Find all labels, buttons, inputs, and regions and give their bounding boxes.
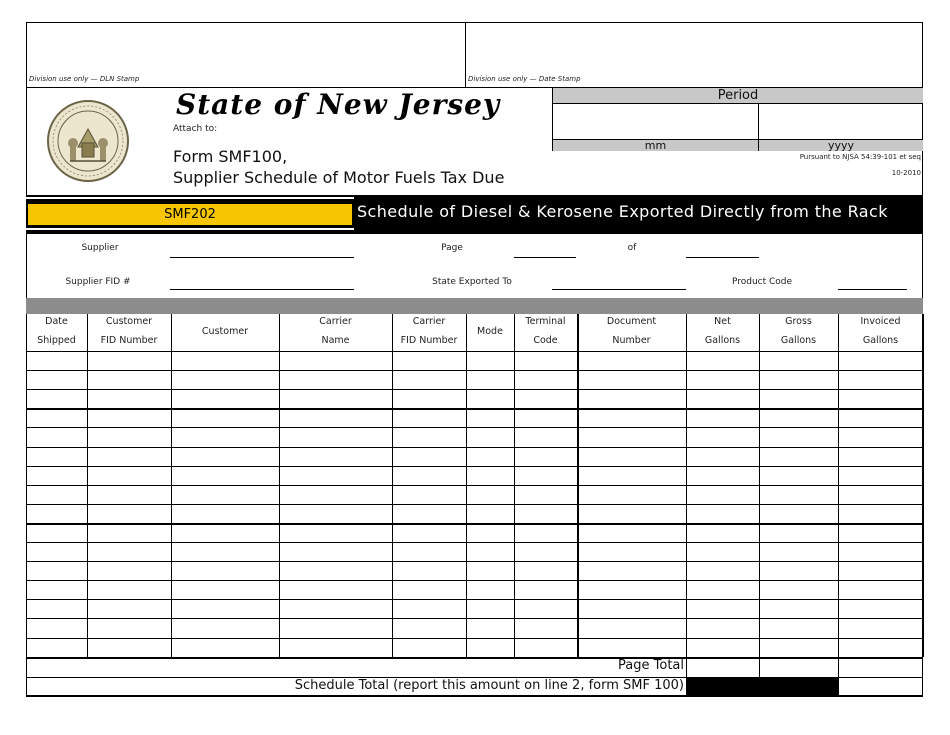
- table-cell[interactable]: [687, 581, 759, 599]
- column-header-2-line2: FID Number: [100, 335, 158, 346]
- table-cell[interactable]: [172, 600, 279, 618]
- table-cell[interactable]: [760, 600, 838, 618]
- table-cell[interactable]: [172, 524, 279, 542]
- table-cell[interactable]: [839, 486, 923, 504]
- table-cell[interactable]: [172, 619, 279, 637]
- column-header-1-line2: Shipped: [37, 335, 76, 346]
- table-cell[interactable]: [27, 562, 87, 580]
- table-cell[interactable]: [839, 639, 923, 657]
- table-cell[interactable]: [687, 409, 759, 427]
- table-cell[interactable]: [578, 448, 686, 466]
- table-cell[interactable]: [578, 409, 686, 427]
- column-header-7-line2: Code: [533, 335, 558, 346]
- table-cell[interactable]: [172, 352, 279, 370]
- table-cell[interactable]: [578, 639, 686, 657]
- table-cell[interactable]: [467, 448, 514, 466]
- page-total-net-cell[interactable]: [686, 657, 759, 676]
- table-cell[interactable]: [280, 409, 392, 427]
- table-cell[interactable]: [393, 639, 466, 657]
- table-cell[interactable]: [88, 562, 171, 580]
- table-cell[interactable]: [467, 581, 514, 599]
- page-label: Page: [441, 243, 463, 253]
- table-cell[interactable]: [88, 639, 171, 657]
- table-cell[interactable]: [27, 390, 87, 408]
- table-cell[interactable]: [687, 467, 759, 485]
- table-cell[interactable]: [760, 505, 838, 523]
- table-cell[interactable]: [27, 409, 87, 427]
- table-cell[interactable]: [760, 448, 838, 466]
- table-cell[interactable]: [467, 486, 514, 504]
- table-cell[interactable]: [27, 428, 87, 446]
- table-cell[interactable]: [760, 428, 838, 446]
- dln-stamp-label: Division use only — DLN Stamp: [29, 75, 140, 83]
- table-cell[interactable]: [27, 581, 87, 599]
- table-cell[interactable]: [88, 543, 171, 561]
- table-cell[interactable]: [578, 371, 686, 389]
- form-reference-line1: Form SMF100,: [173, 147, 288, 166]
- table-cell[interactable]: [280, 543, 392, 561]
- column-header-9: Net: [714, 316, 731, 327]
- table-cell[interactable]: [172, 448, 279, 466]
- table-cell[interactable]: [393, 352, 466, 370]
- table-cell[interactable]: [88, 352, 171, 370]
- column-header-2: Customer: [105, 316, 153, 327]
- table-cell[interactable]: [687, 619, 759, 637]
- column-header-11: Invoiced: [860, 316, 901, 327]
- table-cell[interactable]: [515, 543, 577, 561]
- table-cell[interactable]: [172, 543, 279, 561]
- state-exported-input[interactable]: [552, 289, 686, 290]
- table-cell[interactable]: [280, 619, 392, 637]
- column-header-7: Terminal: [525, 316, 566, 327]
- table-cell[interactable]: [88, 505, 171, 523]
- table-cell[interactable]: [88, 600, 171, 618]
- table-cell[interactable]: [839, 371, 923, 389]
- table-cell[interactable]: [88, 448, 171, 466]
- table-cell[interactable]: [687, 428, 759, 446]
- table-cell[interactable]: [760, 371, 838, 389]
- page-total-gross-cell[interactable]: [759, 657, 838, 676]
- column-header-8-line2: Number: [612, 335, 651, 346]
- table-cell[interactable]: [515, 639, 577, 657]
- table-cell[interactable]: [839, 543, 923, 561]
- table-cell[interactable]: [467, 562, 514, 580]
- form-reference-line2: Supplier Schedule of Motor Fuels Tax Due: [173, 168, 505, 187]
- table-cell[interactable]: [839, 428, 923, 446]
- table-cell[interactable]: [27, 467, 87, 485]
- table-cell[interactable]: [393, 600, 466, 618]
- table-cell[interactable]: [839, 562, 923, 580]
- table-cell[interactable]: [172, 562, 279, 580]
- table-cell[interactable]: [687, 448, 759, 466]
- period-yyyy-label: yyyy: [759, 139, 923, 151]
- table-cell[interactable]: [760, 562, 838, 580]
- table-cell[interactable]: [393, 505, 466, 523]
- table-cell[interactable]: [760, 524, 838, 542]
- table-cell[interactable]: [393, 428, 466, 446]
- table-cell[interactable]: [760, 390, 838, 408]
- table-cell[interactable]: [393, 448, 466, 466]
- table-cell[interactable]: [27, 448, 87, 466]
- table-cell[interactable]: [27, 619, 87, 637]
- table-cell[interactable]: [760, 619, 838, 637]
- table-cell[interactable]: [393, 467, 466, 485]
- table-cell[interactable]: [578, 428, 686, 446]
- supplier-fid-input[interactable]: [170, 289, 354, 290]
- schedule-title: Schedule of Diesel & Kerosene Exported Directly from the Rack: [357, 202, 888, 221]
- table-cell[interactable]: [687, 371, 759, 389]
- table-cell[interactable]: [280, 467, 392, 485]
- table-cell[interactable]: [88, 409, 171, 427]
- of-label: of: [627, 243, 637, 253]
- table-cell[interactable]: [393, 581, 466, 599]
- table-cell[interactable]: [839, 409, 923, 427]
- table-cell[interactable]: [515, 409, 577, 427]
- table-cell[interactable]: [760, 467, 838, 485]
- table-cell[interactable]: [467, 352, 514, 370]
- table-cell[interactable]: [687, 639, 759, 657]
- table-cell[interactable]: [280, 448, 392, 466]
- supplier-fid-label: Supplier FID #: [65, 277, 131, 287]
- supplier-label: Supplier: [81, 243, 119, 253]
- table-cell[interactable]: [467, 505, 514, 523]
- table-cell[interactable]: [88, 524, 171, 542]
- table-cell[interactable]: [172, 581, 279, 599]
- supplier-input[interactable]: [170, 257, 354, 258]
- table-cell[interactable]: [578, 581, 686, 599]
- table-cell[interactable]: [578, 619, 686, 637]
- table-cell[interactable]: [280, 371, 392, 389]
- table-cell[interactable]: [467, 371, 514, 389]
- table-cell[interactable]: [467, 600, 514, 618]
- column-header-10-line2: Gallons: [780, 335, 817, 346]
- table-cell[interactable]: [88, 428, 171, 446]
- table-cell[interactable]: [760, 543, 838, 561]
- product-code-label: Product Code: [731, 277, 793, 287]
- table-cell[interactable]: [88, 371, 171, 389]
- table-cell[interactable]: [467, 619, 514, 637]
- page-count-input[interactable]: [686, 257, 759, 258]
- table-cell[interactable]: [172, 467, 279, 485]
- column-header-9-line2: Gallons: [704, 335, 741, 346]
- form-code-tag: SMF202: [28, 204, 352, 225]
- table-cell[interactable]: [515, 448, 577, 466]
- product-code-input[interactable]: [838, 289, 907, 290]
- table-cell[interactable]: [393, 409, 466, 427]
- table-cell[interactable]: [27, 486, 87, 504]
- table-cell[interactable]: [88, 486, 171, 504]
- table-cell[interactable]: [578, 505, 686, 523]
- table-cell[interactable]: [515, 428, 577, 446]
- column-header-8: Document: [606, 316, 657, 327]
- table-cell[interactable]: [839, 619, 923, 637]
- table-cell[interactable]: [839, 390, 923, 408]
- table-cell[interactable]: [27, 505, 87, 523]
- table-cell[interactable]: [172, 639, 279, 657]
- table-cell[interactable]: [393, 619, 466, 637]
- table-cell[interactable]: [578, 543, 686, 561]
- state-title: State of New Jersey: [176, 88, 501, 121]
- table-cell[interactable]: [27, 639, 87, 657]
- table-cell[interactable]: [839, 352, 923, 370]
- table-cell[interactable]: [515, 505, 577, 523]
- table-cell[interactable]: [687, 543, 759, 561]
- table-cell[interactable]: [393, 486, 466, 504]
- table-cell[interactable]: [578, 390, 686, 408]
- column-header-10: Gross: [785, 316, 812, 327]
- table-cell[interactable]: [515, 486, 577, 504]
- page-total-label: Page Total: [618, 658, 684, 673]
- table-cell[interactable]: [393, 390, 466, 408]
- table-cell[interactable]: [467, 467, 514, 485]
- table-cell[interactable]: [760, 639, 838, 657]
- table-cell[interactable]: [687, 352, 759, 370]
- table-cell[interactable]: [280, 524, 392, 542]
- table-cell[interactable]: [172, 390, 279, 408]
- table-cell[interactable]: [393, 371, 466, 389]
- table-cell[interactable]: [578, 467, 686, 485]
- table-cell[interactable]: [467, 543, 514, 561]
- column-header-5: Carrier: [412, 316, 446, 327]
- table-cell[interactable]: [280, 352, 392, 370]
- table-cell[interactable]: [515, 581, 577, 599]
- table-cell[interactable]: [839, 505, 923, 523]
- table-cell[interactable]: [88, 581, 171, 599]
- table-cell[interactable]: [393, 562, 466, 580]
- table-cell[interactable]: [515, 524, 577, 542]
- date-stamp-label: Division use only — Date Stamp: [468, 75, 581, 83]
- column-header-11-line2: Gallons: [862, 335, 899, 346]
- schedule-total-label: Schedule Total (report this amount on line 2, form SMF 100): [294, 678, 684, 693]
- page-number-input[interactable]: [514, 257, 576, 258]
- table-cell[interactable]: [27, 371, 87, 389]
- table-cell[interactable]: [578, 486, 686, 504]
- table-cell[interactable]: [839, 524, 923, 542]
- table-cell[interactable]: [172, 371, 279, 389]
- page-total-invoiced-cell[interactable]: [838, 657, 923, 676]
- table-cell[interactable]: [839, 448, 923, 466]
- table-cell[interactable]: [839, 467, 923, 485]
- table-cell[interactable]: [515, 371, 577, 389]
- table-cell[interactable]: [467, 409, 514, 427]
- column-header-3: Customer: [201, 326, 249, 337]
- table-cell[interactable]: [280, 562, 392, 580]
- attach-to-label: Attach to:: [173, 124, 218, 134]
- period-mm-label: mm: [552, 139, 759, 151]
- table-cell[interactable]: [172, 409, 279, 427]
- schedule-total-invoiced-cell[interactable]: [838, 677, 923, 696]
- table-cell[interactable]: [515, 352, 577, 370]
- period-year-field[interactable]: [759, 104, 923, 139]
- table-cell[interactable]: [88, 467, 171, 485]
- table-cell[interactable]: [578, 562, 686, 580]
- column-header-4-line2: Name: [321, 335, 350, 346]
- table-cell[interactable]: [515, 562, 577, 580]
- table-cell[interactable]: [760, 409, 838, 427]
- period-label: Period: [552, 88, 923, 104]
- statute-note: Pursuant to NJSA 54:39-101 et seq: [799, 153, 921, 161]
- table-cell[interactable]: [760, 352, 838, 370]
- table-cell[interactable]: [280, 505, 392, 523]
- table-cell[interactable]: [578, 352, 686, 370]
- table-cell[interactable]: [467, 524, 514, 542]
- table-cell[interactable]: [280, 639, 392, 657]
- table-cell[interactable]: [172, 486, 279, 504]
- column-header-5-line2: FID Number: [400, 335, 458, 346]
- table-cell[interactable]: [467, 428, 514, 446]
- table-cell[interactable]: [27, 543, 87, 561]
- table-cell[interactable]: [760, 486, 838, 504]
- revision-date: 10-2010: [891, 169, 921, 177]
- table-cell[interactable]: [687, 390, 759, 408]
- table-cell[interactable]: [687, 562, 759, 580]
- table-cell[interactable]: [88, 619, 171, 637]
- state-seal-icon: [46, 99, 130, 183]
- table-cell[interactable]: [515, 467, 577, 485]
- table-cell[interactable]: [687, 505, 759, 523]
- table-cell[interactable]: [280, 600, 392, 618]
- column-header-6: Mode: [477, 326, 503, 337]
- table-cell[interactable]: [172, 428, 279, 446]
- table-cell[interactable]: [280, 486, 392, 504]
- table-cell[interactable]: [515, 390, 577, 408]
- table-cell[interactable]: [27, 352, 87, 370]
- period-month-field[interactable]: [552, 104, 759, 139]
- table-cell[interactable]: [578, 600, 686, 618]
- table-cell[interactable]: [839, 581, 923, 599]
- table-cell[interactable]: [687, 524, 759, 542]
- schedule-total-blackout: [686, 677, 838, 696]
- table-cell[interactable]: [27, 524, 87, 542]
- table-cell[interactable]: [280, 390, 392, 408]
- table-cell[interactable]: [687, 486, 759, 504]
- state-exported-label: State Exported To: [432, 277, 512, 287]
- table-cell[interactable]: [280, 581, 392, 599]
- table-cell[interactable]: [88, 390, 171, 408]
- table-cell[interactable]: [839, 600, 923, 618]
- table-cell[interactable]: [515, 600, 577, 618]
- table-cell[interactable]: [467, 390, 514, 408]
- table-cell[interactable]: [578, 524, 686, 542]
- table-cell[interactable]: [515, 619, 577, 637]
- column-header-4: Carrier: [319, 316, 352, 327]
- table-cell[interactable]: [687, 600, 759, 618]
- totals-row-line: [26, 696, 923, 697]
- table-cell[interactable]: [393, 524, 466, 542]
- column-divider: [923, 314, 924, 657]
- table-cell[interactable]: [393, 543, 466, 561]
- table-cell[interactable]: [760, 581, 838, 599]
- table-cell[interactable]: [280, 428, 392, 446]
- table-cell[interactable]: [172, 505, 279, 523]
- table-cell[interactable]: [467, 639, 514, 657]
- column-header-1: Date: [45, 316, 68, 327]
- table-cell[interactable]: [27, 600, 87, 618]
